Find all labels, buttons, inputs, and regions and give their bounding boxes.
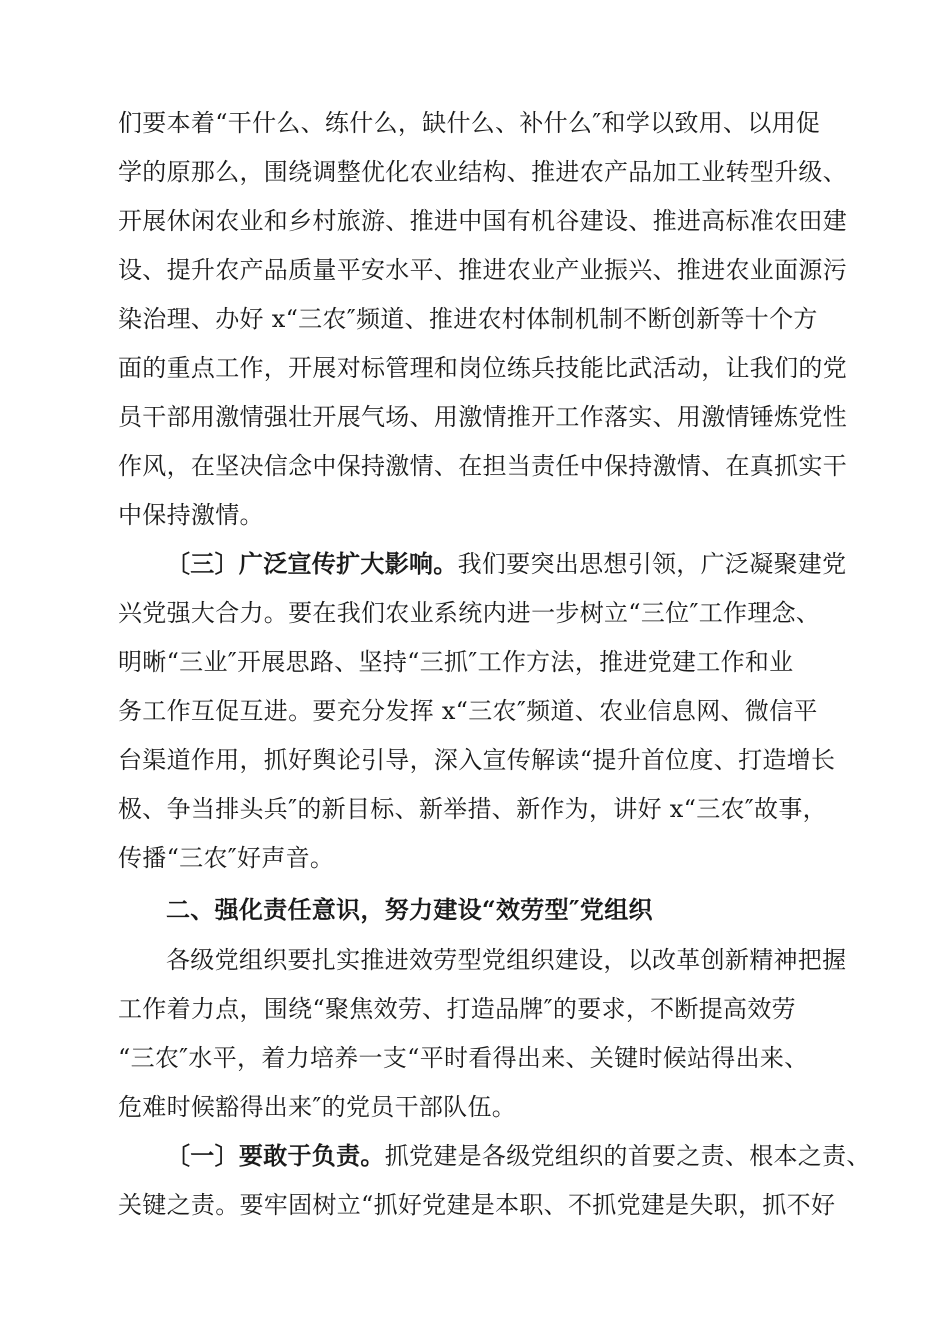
para1-line-4: 设、提升农产品质量平安水平、推进农业产业振兴、推进农业面源污 [118,256,847,284]
para3-line-3: “三农″水平，着力培养一支“平时看得出来、关键时候站得出来、 [118,1044,809,1072]
section3-line-2: 兴党强大合力。要在我们农业系统内进一步树立“三位″工作理念、 [118,599,821,627]
para3-line-1: 各级党组织要扎实推进效劳型党组织建设，以改革创新精神把握 [166,946,847,974]
section3-line-7: 传播“三农″好声音。 [118,844,335,872]
para3-line-2: 工作着力点，围绕“聚焦效劳、打造品牌″的要求，不断提高效劳 [118,995,796,1023]
section3-heading: 〔三〕广泛宣传扩大影响。 [166,549,458,578]
section1-line-2: 关键之责。要牢固树立“抓好党建是本职、不抓党建是失职，抓不好 [118,1191,836,1219]
section1-heading: 〔一〕要敢于负责。 [166,1141,385,1170]
section1-first-line [166,1136,871,1176]
section3-first-line [166,544,863,584]
section3-line-5: 台渠道作用，抓好舆论引导，深入宣传解读“提升首位度、打造增长 [118,746,836,774]
para1-line-6: 面的重点工作，开展对标管理和岗位练兵技能比武活动，让我们的党 [118,354,847,382]
section3-line-3: 明晰“三业″开展思路、坚持“三抓″工作方法，推进党建工作和业 [118,648,794,676]
para3-line-4: 危难时候豁得出来″的党员干部队伍。 [118,1093,517,1121]
section3-first-line-text: 我们要突出思想引领，广泛凝聚建党 [457,550,847,578]
para1-line-7: 员干部用激情强壮开展气场、用激情推开工作落实、用激情锤炼党性 [118,403,847,431]
section-heading-2: 二、强化责任意识，努力建设“效劳型″党组织 [166,895,653,924]
para1-line-8: 作风，在坚决信念中保持激情、在担当责任中保持激情、在真抓实干 [118,452,847,480]
section3-line-6: 极、争当排头兵″的新目标、新举措、新作为，讲好 x“三农″故事， [118,795,827,823]
para1-line-3: 开展休闲农业和乡村旅游、推进中国有机谷建设、推进高标准农田建 [118,207,847,235]
para1-line-1: 们要本着“干什么、练什么，缺什么、补什么″和学以致用、以用促 [118,109,821,137]
section3-line-4: 务工作互促互进。要充分发挥 x“三农″频道、农业信息网、微信平 [118,697,818,725]
para1-line-2: 学的原那么，围绕调整优化农业结构、推进农产品加工业转型升级、 [118,158,847,186]
para1-line-5: 染治理、办好 x“三农″频道、推进农村体制机制不断创新等十个方 [118,305,818,333]
section1-first-line-text: 抓党建是各级党组织的首要之责、根本之责、 [384,1142,871,1170]
para1-line-9: 中保持激情。 [118,501,264,529]
